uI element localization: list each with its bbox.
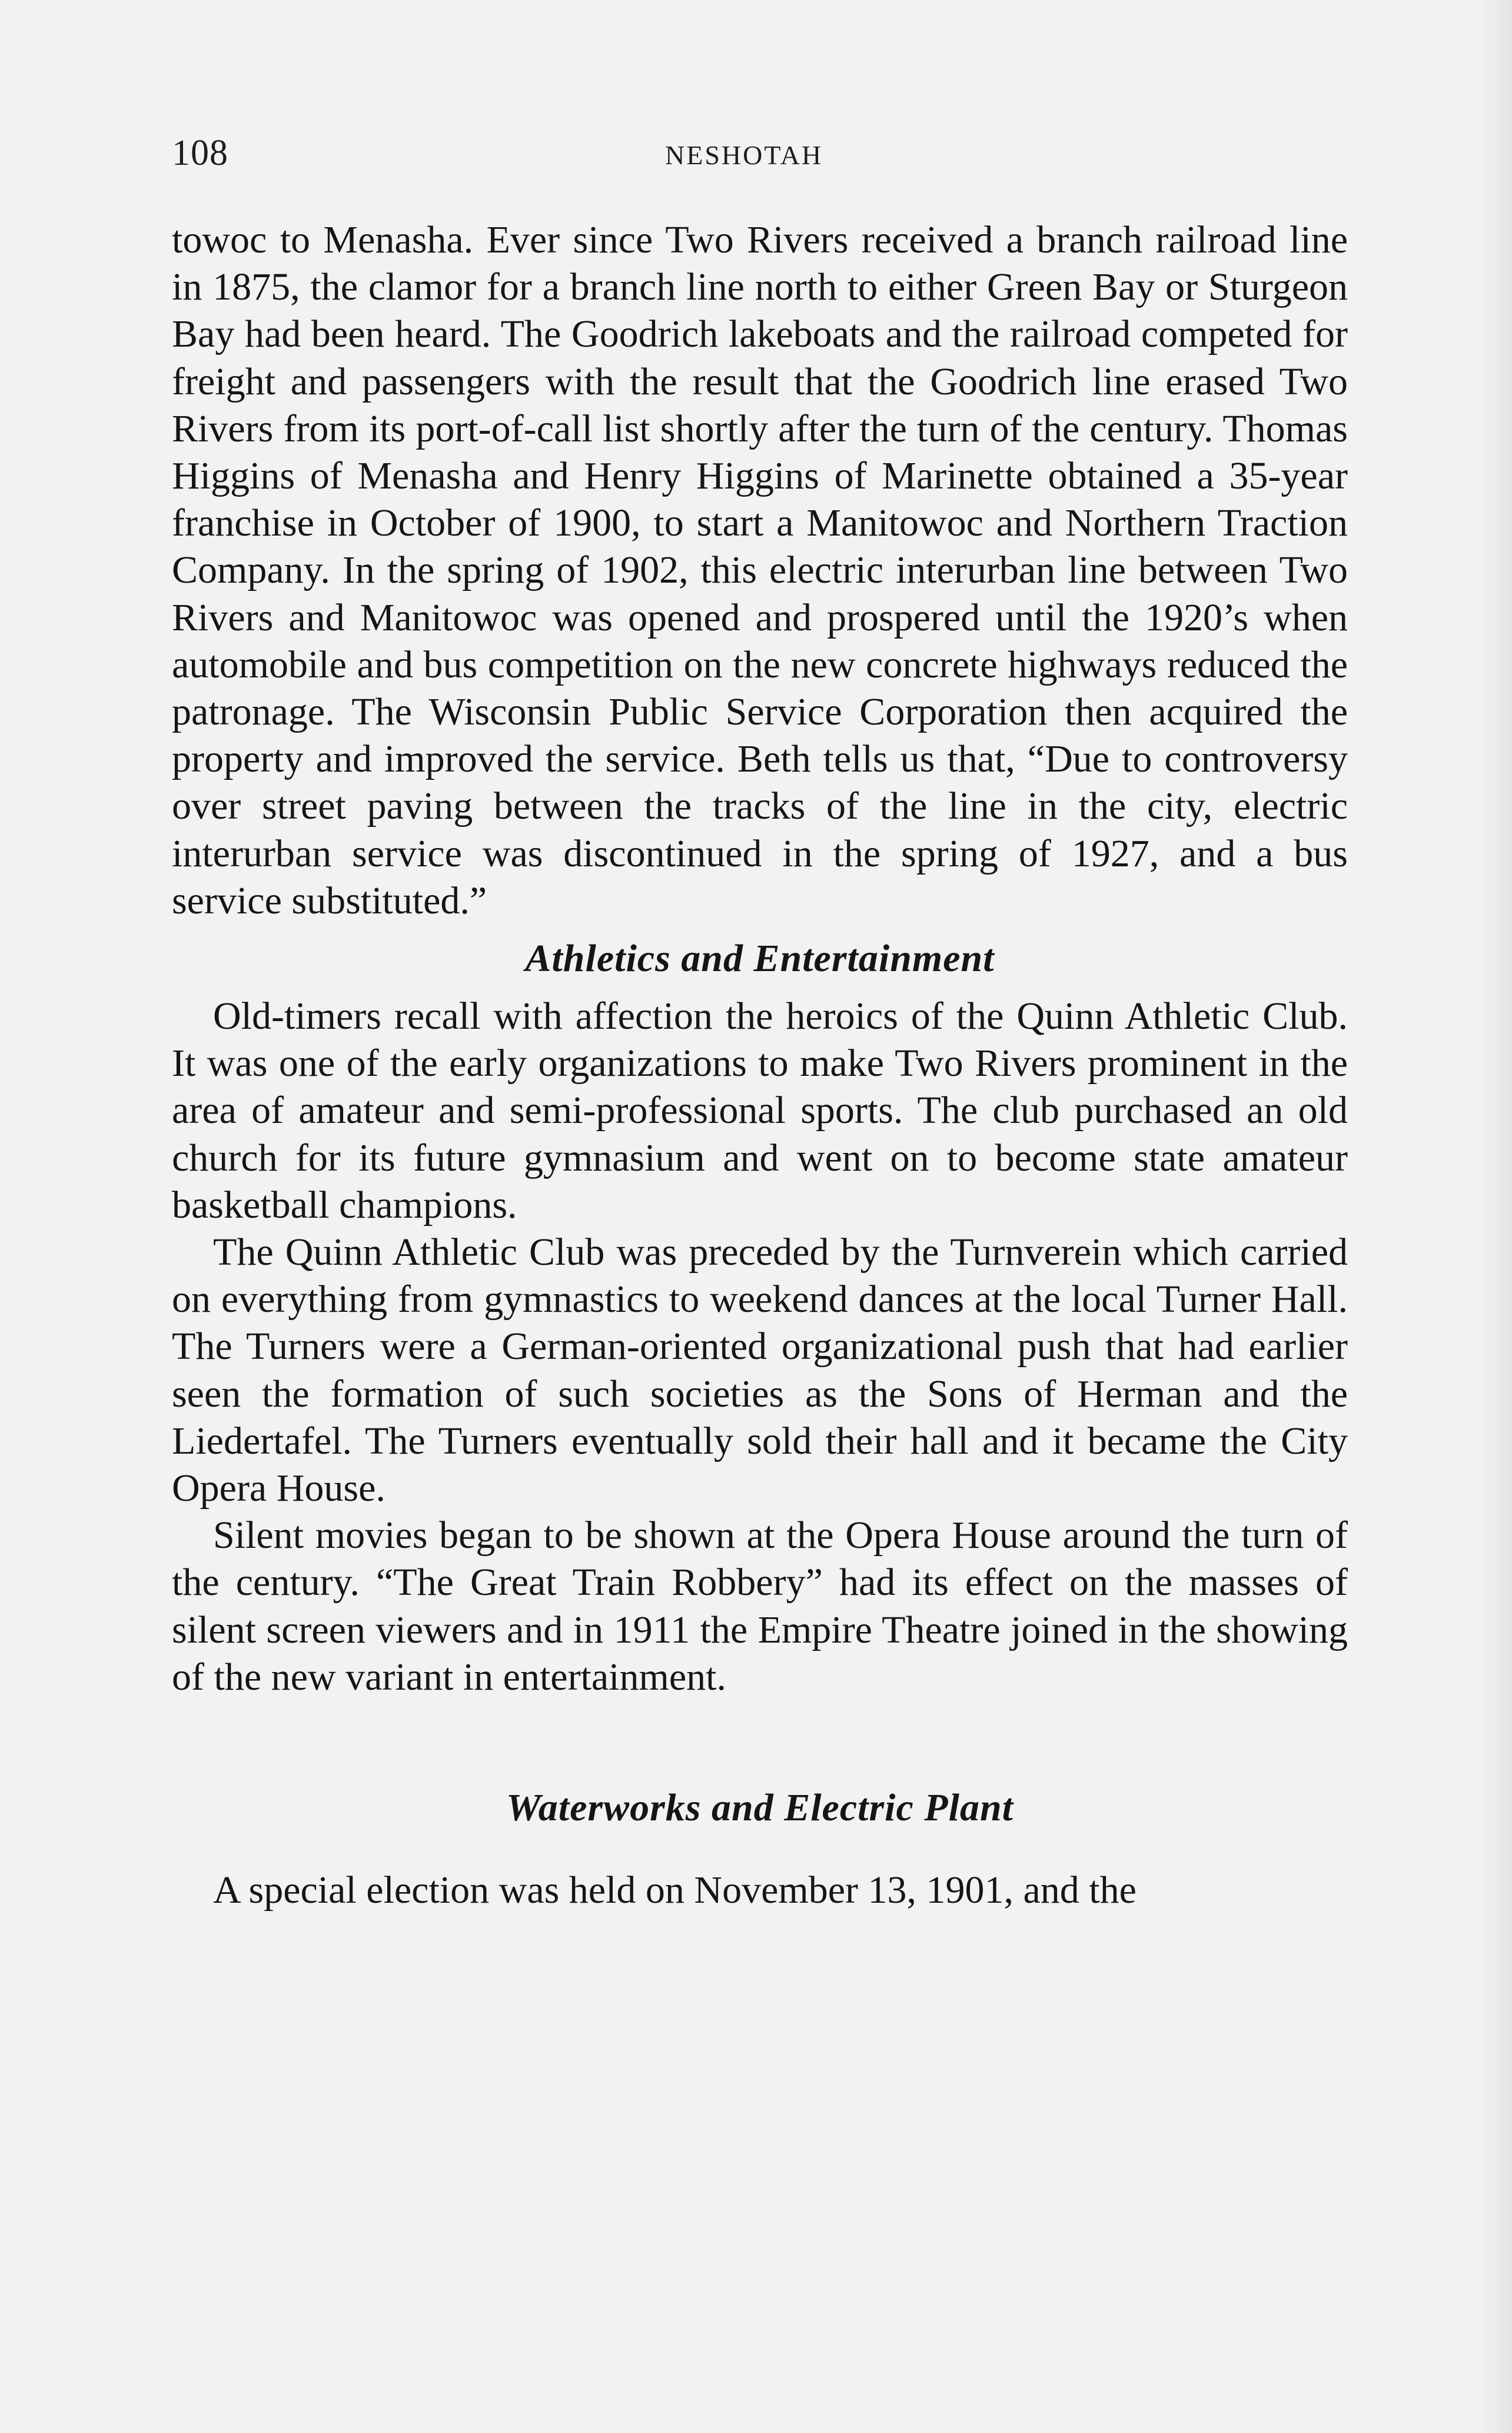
- paragraph-special-election: A special election was held on November 13, 1901, and the: [213, 1869, 1137, 1912]
- body-text: [172, 217, 1348, 1914]
- paragraph-silent-movies: Silent movies began to be shown at the Opera House around the turn of the century. “The Great Train Robbery” had its effect on the masses of silent screen viewers and in 1911 the Empire Theatre joined in the showing of the new variant in entertainment.: [172, 1514, 1348, 1699]
- running-title: NESHOTAH: [665, 140, 823, 170]
- paragraph-turnverein: The Quinn Athletic Club was preceded by the Turnverein which carried on everything from gymnastics to weekend dances at the local Turner Hall. The Turners were a German-oriented organizational push that had earlier seen the formation of such societies as the Sons of Herman and the Liedertafel. The Turners eventually sold their hall and it became the City Opera House.: [172, 1231, 1348, 1510]
- paragraph-quinn-club: Old-timers recall with affection the heroics of the Quinn Athletic Club. It was one of the early organizations to make Two Rivers prominent in the area of amateur and semi-professional sports. The club purchased an old church for its future gymnasium and went on to become state amateur basketball champions.: [172, 995, 1348, 1227]
- page-number: 108: [172, 133, 228, 173]
- running-head: [172, 132, 1349, 185]
- section-heading-waterworks: Waterworks and Electric Plant: [506, 1786, 1013, 1830]
- section-heading-athletics: Athletics and Entertainment: [525, 937, 995, 980]
- paragraph-continued: towoc to Menasha. Ever since Two Rivers received a branch railroad line in 1875, the clamor for a branch line north to either Green Bay or Sturgeon Bay had been heard. The Goodrich lakeboats and the railroad competed for freight and passengers with the result that the Goodrich line erased Two Rivers from its port-of-call list shortly after the turn of the century. Thomas Higgins of Menasha and Henry Higgins of Marinette obtained a 35-year franchise in October of 1900, to start a Manitowoc and Northern Traction Company. In the spring of 1902, this electric interurban line between Two Rivers and Manitowoc was opened and prospered until the 1920’s when automobile and bus competition on the new concrete highways reduced the patronage. The Wisconsin Public Service Corporation then acquired the property and improved the service. Beth tells us that, “Due to controversy over street paving between the tracks of the line in the city, electric interurban service was discontinued in the spring of 1927, and a bus service substituted.”: [172, 218, 1348, 922]
